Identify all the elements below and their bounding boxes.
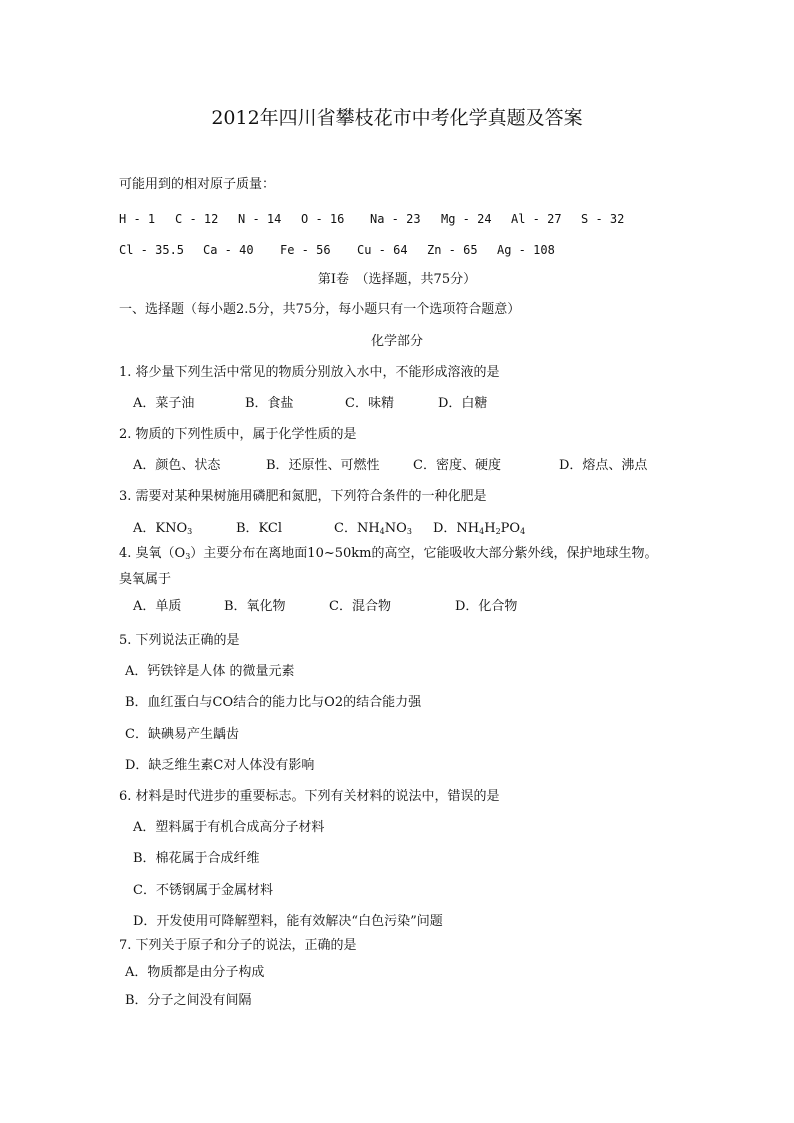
mass-item: Cl - 35.5 xyxy=(119,243,185,257)
mass-item: Ca - 40 xyxy=(203,243,254,257)
question-stem: 3. 需要对某种果树施用磷肥和氮肥，下列符合条件的一种化肥是 xyxy=(119,489,487,504)
mass-item: Ag - 108 xyxy=(497,243,555,257)
formula-subscript: 4 xyxy=(520,527,526,536)
question-stem: 2. 物质的下列性质中，属于化学性质的是 xyxy=(119,427,357,442)
formula-text: H xyxy=(484,521,496,536)
question-stem: 5. 下列说法正确的是 xyxy=(119,633,240,648)
formula-subscript: 4 xyxy=(479,527,485,536)
option-b: B．棉花属于合成纤维 xyxy=(133,851,260,866)
mass-item: H - 1 xyxy=(119,212,156,226)
formula-text: C．NH xyxy=(334,521,380,536)
volume-title: 第Ⅰ卷 （选择题，共75分） xyxy=(317,272,477,287)
formula-text: B．KCl xyxy=(236,521,283,536)
option-b: B．分子之间没有间隔 xyxy=(125,993,252,1008)
option-d xyxy=(433,521,525,537)
mass-item: S - 32 xyxy=(581,212,625,226)
formula-text: A．KNO xyxy=(133,521,188,536)
option-c: C．密度、硬度 xyxy=(413,458,501,473)
formula-text: PO xyxy=(500,521,521,536)
option-c: C．味精 xyxy=(345,396,394,411)
mass-item: N - 14 xyxy=(238,212,282,226)
mass-item: C - 12 xyxy=(175,212,219,226)
option-d: D．熔点、沸点 xyxy=(559,458,648,473)
option-d: D．缺乏维生素C对人体没有影响 xyxy=(125,758,315,773)
option-a: A．单质 xyxy=(133,599,182,614)
option-d: D．开发使用可降解塑料，能有效解决“白色污染”问题 xyxy=(133,914,443,929)
formula-subscript: 2 xyxy=(495,527,501,536)
mass-item: Al - 27 xyxy=(511,212,562,226)
option-c xyxy=(334,521,412,537)
masses-heading: 可能用到的相对原子质量： xyxy=(119,177,276,192)
mass-item: Na - 23 xyxy=(370,212,421,226)
option-d: D．白糖 xyxy=(438,396,488,411)
question-stem-continued: 臭氧属于 xyxy=(119,572,172,587)
option-c: C．不锈钢属于金属材料 xyxy=(133,883,273,898)
question-stem xyxy=(119,546,657,562)
option-c: C．混合物 xyxy=(329,599,391,614)
option-b: B．血红蛋白与CO结合的能力比与O2的结合能力强 xyxy=(125,695,422,710)
part-title: 化学部分 xyxy=(370,334,423,349)
option-b: B．还原性、可燃性 xyxy=(266,458,380,473)
section-title: 一、选择题（每小题2.5分，共75分，每小题只有一个选项符合题意） xyxy=(119,302,521,317)
stem-text: ）主要分布在离地面10~50km的高空，它能吸收大部分紫外线，保护地球生物。 xyxy=(190,546,658,561)
mass-item: Mg - 24 xyxy=(441,212,492,226)
option-a: A．菜子油 xyxy=(133,396,195,411)
option-c: C．缺碘易产生龋齿 xyxy=(125,727,239,742)
option-b xyxy=(236,521,282,537)
formula-text: NO xyxy=(384,521,407,536)
formula-subscript: 3 xyxy=(187,527,193,536)
option-a: A．钙铁锌是人体 的微量元素 xyxy=(125,664,295,679)
option-a xyxy=(133,521,192,537)
formula-text: D．NH xyxy=(433,521,480,536)
option-a: A．物质都是由分子构成 xyxy=(125,965,265,980)
mass-item: Cu - 64 xyxy=(357,243,408,257)
question-stem: 7. 下列关于原子和分子的说法，正确的是 xyxy=(119,938,357,953)
option-b: B．氧化物 xyxy=(224,599,286,614)
option-d: D．化合物 xyxy=(455,599,518,614)
formula-subscript: 3 xyxy=(185,552,191,561)
stem-text: 4. 臭氧（O xyxy=(119,546,186,561)
question-stem: 6. 材料是时代进步的重要标志。下列有关材料的说法中，错误的是 xyxy=(119,789,500,804)
mass-item: O - 16 xyxy=(301,212,345,226)
formula-subscript: 4 xyxy=(379,527,385,536)
formula-subscript: 3 xyxy=(406,527,412,536)
option-a: A．塑料属于有机合成高分子材料 xyxy=(133,820,325,835)
option-b: B．食盐 xyxy=(245,396,294,411)
mass-item: Zn - 65 xyxy=(427,243,478,257)
page-title: 2012年四川省攀枝花市中考化学真题及答案 xyxy=(211,107,583,129)
mass-item: Fe - 56 xyxy=(280,243,331,257)
option-a: A．颜色、状态 xyxy=(133,458,221,473)
question-stem: 1. 将少量下列生活中常见的物质分别放入水中，不能形成溶液的是 xyxy=(119,365,500,380)
